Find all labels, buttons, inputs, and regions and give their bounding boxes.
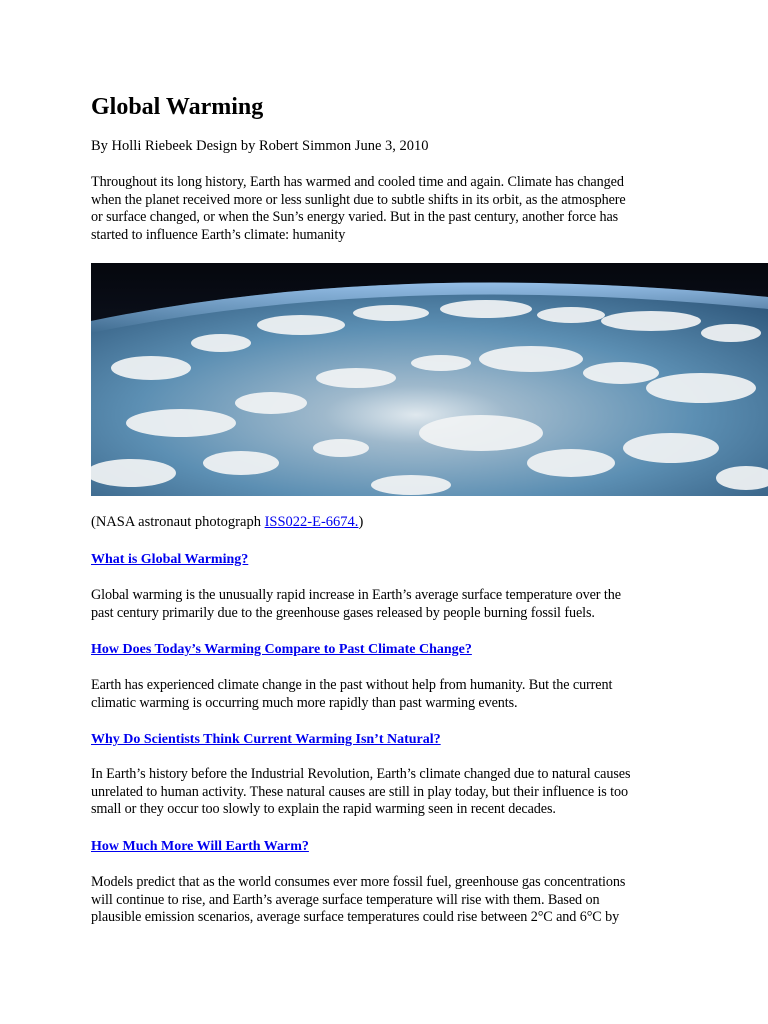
- section-heading-past-climate-change: [91, 641, 472, 658]
- intro-line: Throughout its long history, Earth has warmed and cooled time and again. Climate has changed: [91, 174, 624, 190]
- section-line: climatic warming is occurring much more rapidly than past warming events.: [91, 694, 518, 711]
- intro-line: when the planet received more or less sunlight due to subtle shifts in its orbit, as the atmosphere: [91, 191, 626, 208]
- section-link-what-is-global-warming[interactable]: What is Global Warming?: [91, 552, 249, 567]
- intro-line: started to influence Earth’s climate: humanity: [91, 227, 346, 244]
- article-title: Global Warming: [91, 94, 264, 120]
- section-line: Global warming is the unusually rapid increase in Earth’s average surface temperature over the: [91, 587, 621, 603]
- intro-paragraph: [91, 174, 673, 245]
- section-line: Earth has experienced climate change in the past without help from humanity. But the current: [91, 677, 613, 693]
- section-link-current-warming-natural[interactable]: Why Do Scientists Think Current Warming Isn’t Natural?: [91, 732, 441, 747]
- section-heading-how-much-more-warm: [91, 838, 309, 855]
- section-heading-what-is-global-warming: [91, 551, 248, 568]
- section-line: past century primarily due to the greenhouse gases released by people burning fossil fuels.: [91, 604, 595, 621]
- section-line: Models predict that as the world consumes ever more fossil fuel, greenhouse gas concentrations: [91, 874, 626, 890]
- earth-from-space-photo: [91, 263, 768, 496]
- section-heading-current-warming-natural: [91, 731, 441, 748]
- section-link-how-much-more-warm[interactable]: How Much More Will Earth Warm?: [91, 839, 309, 854]
- section-paragraph: [91, 874, 673, 927]
- section-paragraph: [91, 587, 673, 622]
- section-line: will continue to rise, and Earth’s average surface temperature will rise with them. Based on: [91, 891, 600, 908]
- photo-caption: [91, 514, 363, 531]
- section-line: unrelated to human activity. These natural causes are still in play today, but their influence is too: [91, 783, 629, 800]
- intro-line: or surface changed, or when the Sun’s energy varied. But in the past century, another force has: [91, 209, 619, 226]
- section-paragraph: [91, 766, 673, 819]
- section-paragraph: [91, 677, 673, 712]
- caption-suffix: ): [358, 514, 364, 530]
- article-byline: By Holli Riebeek Design by Robert Simmon June 3, 2010: [91, 138, 429, 154]
- caption-photo-link[interactable]: ISS022-E-6674.: [264, 514, 359, 530]
- section-link-past-climate-change[interactable]: How Does Today’s Warming Compare to Past Climate Change?: [91, 642, 472, 657]
- caption-prefix: (NASA astronaut photograph: [91, 514, 265, 530]
- section-line: plausible emission scenarios, average surface temperatures could rise between 2°C and 6°C by: [91, 909, 620, 926]
- section-line: In Earth’s history before the Industrial Revolution, Earth’s climate changed due to natural causes: [91, 766, 631, 782]
- section-line: small or they occur too slowly to explain the rapid warming seen in recent decades.: [91, 801, 556, 818]
